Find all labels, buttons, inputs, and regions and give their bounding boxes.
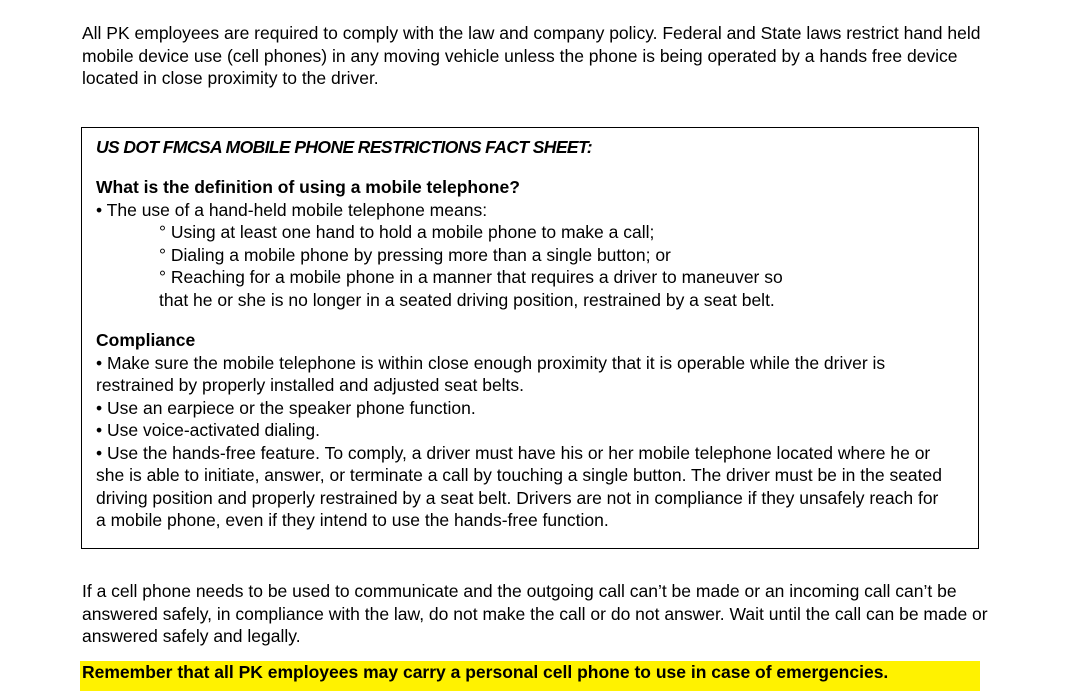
definition-item: ° Dialing a mobile phone by pressing more than a single button; or: [159, 244, 671, 265]
definition-intro: • The use of a hand-held mobile telephone means:: [96, 199, 488, 220]
definition-heading: What is the definition of using a mobile telephone?: [96, 177, 520, 197]
fact-sheet-box: [81, 127, 979, 549]
definition-section: [96, 176, 956, 311]
compliance-item: • Make sure the mobile telephone is within close enough proximity that it is operable while the driver is restrained by properly installed and adjusted seat belts.: [96, 352, 886, 395]
intro-paragraph: All PK employees are required to comply with the law and company policy. Federal and State laws restrict hand held mobile device use (cell phones) in any moving vehicle unless the phone is being operated by a hands free device located in close proximity to the driver.: [82, 23, 981, 88]
fact-sheet-title: US DOT FMCSA MOBILE PHONE RESTRICTIONS FACT SHEET:: [96, 137, 592, 157]
compliance-item: • Use voice-activated dialing.: [96, 420, 321, 440]
compliance-item: • Use the hands-free feature. To comply, a driver must have his or her mobile telephone located where he or she is able to initiate, answer, or terminate a call by touching a single button. The driver must be in the seated driving position and properly restrained by a seat belt. Drivers are not in compliance if they unsafely reach for a mobile phone, even if they intend to use the hands-free function.: [96, 442, 942, 530]
highlighted-reminder: Remember that all PK employees may carry a personal cell phone to use in case of emergencies.: [80, 661, 980, 691]
compliance-item: • Use an earpiece or the speaker phone function.: [96, 397, 476, 418]
definition-item: ° Reaching for a mobile phone in a manner that requires a driver to maneuver so that he or she is no longer in a seated driving position, restrained by a seat belt.: [159, 267, 783, 310]
compliance-section: [96, 329, 956, 532]
outro-paragraph: If a cell phone needs to be used to communicate and the outgoing call can’t be made or an incoming call can’t be answered safely, in compliance with the law, do not make the call or do not answer. Wait until the call can be made or answered safely and legally.: [82, 581, 988, 646]
compliance-heading: Compliance: [96, 330, 196, 350]
definition-item: ° Using at least one hand to hold a mobile phone to make a call;: [159, 222, 655, 242]
